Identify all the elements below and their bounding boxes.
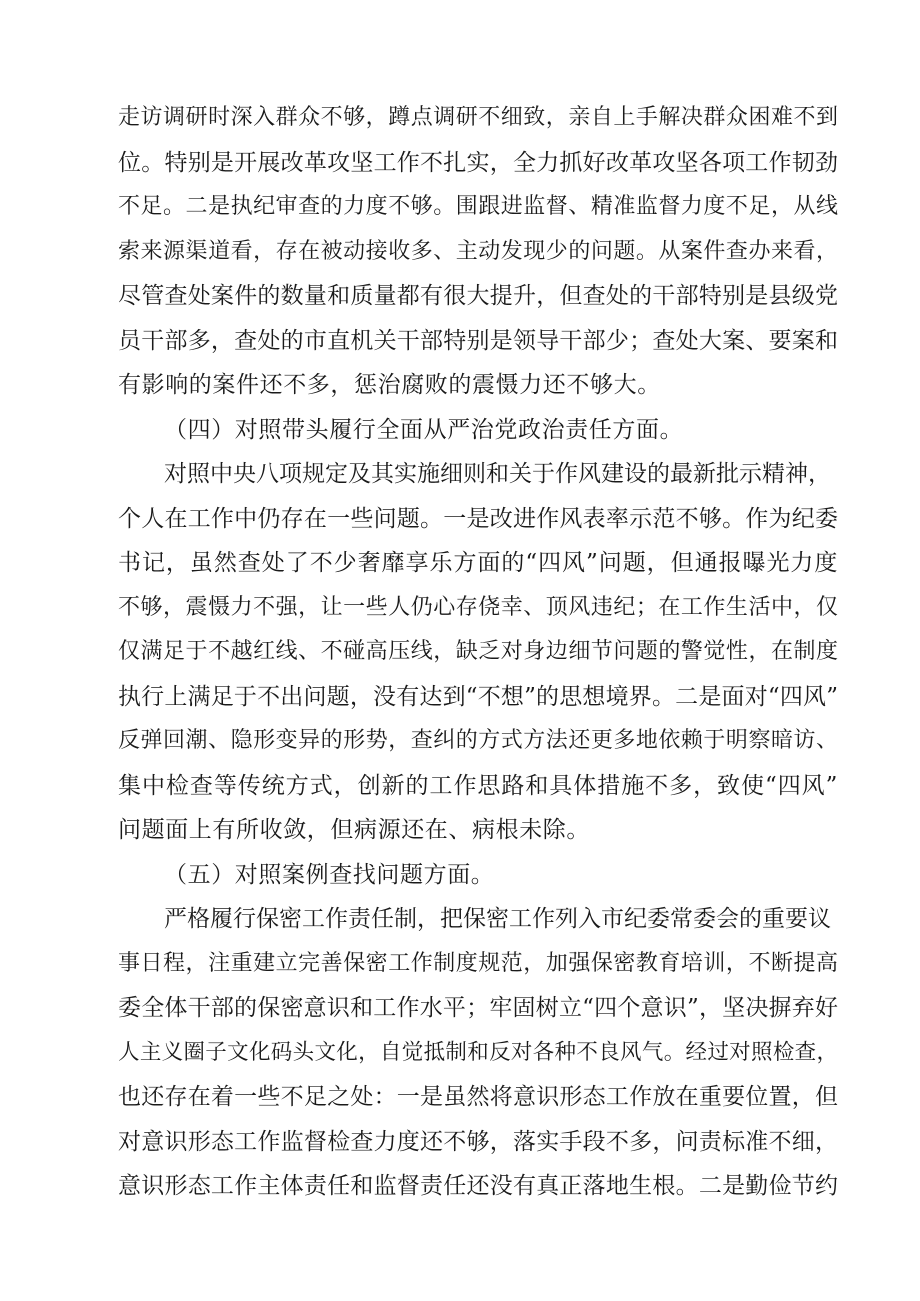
text-line: 尽管查处案件的数量和质量都有很大提升，但查处的干部特别是县级党 — [118, 283, 838, 309]
paragraph-first-line: 严格履行保密工作责任制，把保密工作列入市纪委常委会的重要议 — [164, 906, 831, 932]
paragraph-first-line: 对照中央八项规定及其实施细则和关于作风建设的最新批示精神， — [164, 461, 831, 487]
text-line: 执行上满足于不出问题，没有达到“不想”的思想境界。二是面对“四风” — [118, 683, 838, 710]
text-line: 仅满足于不越红线、不碰高压线，缺乏对身边细节问题的警觉性，在制度 — [118, 639, 838, 664]
text-line: 书记，虽然查处了不少奢靡享乐方面的“四风”问题，但通报曝光力度 — [118, 550, 838, 576]
text-line: 走访调研时深入群众不够，蹲点调研不细致，亲自上手解决群众困难不到 — [118, 105, 838, 130]
text-line: 问题面上有所收敛，但病源还在、病根未除。 — [118, 817, 590, 843]
text-line: 也还存在着一些不足之处：一是虽然将意识形态工作放在重要位置，但 — [118, 1084, 838, 1110]
text-line: 员干部多，查处的市直机关干部特别是领导干部少；查处大案、要案和 — [118, 327, 838, 354]
text-line: 个人在工作中仍存在一些问题。一是改进作风表率示范不够。作为纪委 — [118, 505, 838, 532]
text-line: 有影响的案件还不多，惩治腐败的震慑力还不够大。 — [118, 372, 661, 398]
text-line: 索来源渠道看，存在被动接收多、主动发现少的问题。从案件查办来看， — [118, 238, 838, 264]
body-text — [118, 96, 838, 1209]
text-line: 意识形态工作主体责任和监督责任还没有真正落地生根。二是勤俭节约 — [118, 1173, 838, 1199]
text-line: 委全体干部的保密意识和工作水平；牢固树立“四个意识”，坚决摒弃好 — [118, 995, 838, 1021]
section-heading-5: （五）对照案例查找问题方面。 — [164, 861, 495, 888]
text-line: 对意识形态工作监督检查力度还不够，落实手段不多，问责标准不细， — [118, 1128, 838, 1155]
text-line: 人主义圈子文化码头文化，自觉抵制和反对各种不良风气。经过对照检查， — [118, 1039, 838, 1065]
text-line: 不足。二是执纪审查的力度不够。围跟进监督、精准监督力度不足，从线 — [118, 194, 838, 219]
text-line: 事日程，注重建立完善保密工作制度规范，加强保密教育培训，不断提高 — [118, 950, 838, 976]
text-line: 反弹回潮、隐形变异的形势，查纠的方式方法还更多地依赖于明察暗访、 — [118, 728, 838, 753]
text-line: 位。特别是开展改革攻坚工作不扎实，全力抓好改革攻坚各项工作韧劲 — [118, 149, 838, 176]
section-heading-4: （四）对照带头履行全面从严治党政治责任方面。 — [164, 416, 684, 443]
text-line: 不够，震慑力不强，让一些人仍心存侥幸、顶风违纪；在工作生活中，仅 — [118, 594, 838, 620]
text-line: 集中检查等传统方式，创新的工作思路和具体措施不多，致使“四风” — [118, 772, 838, 799]
